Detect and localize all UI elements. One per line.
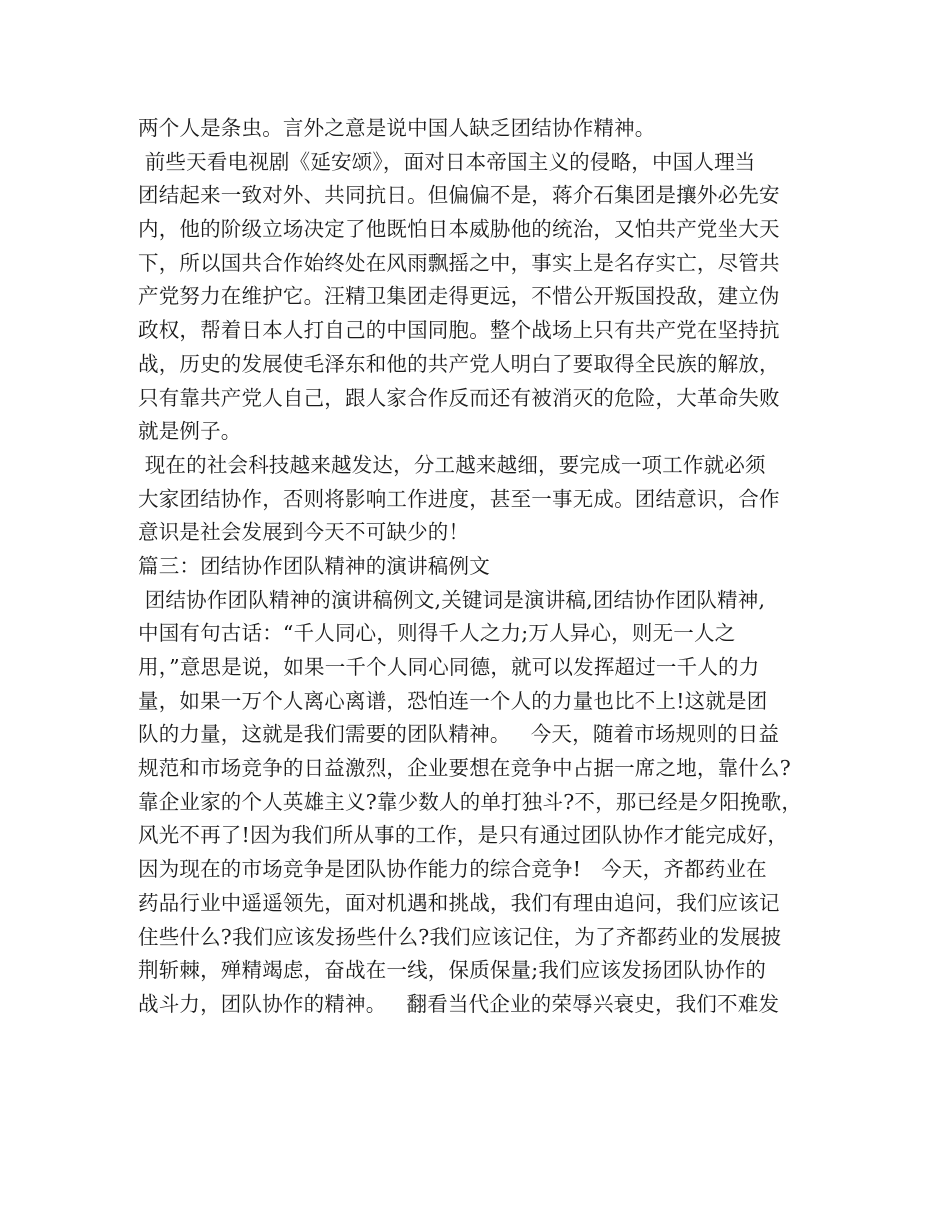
document-body xyxy=(138,112,828,1022)
text-line-2: 前些天看电视剧《延安颂》，面对日本帝国主义的侵略，中国人理当 xyxy=(138,149,756,174)
text-line-5: 下，所以国共合作始终处在风雨飘摇之中，事实上是名存实亡，尽管共 xyxy=(138,250,780,275)
text-line-26: 荆斩棘，殚精竭虑，奋战在一线，保质保量;我们应该发扬团队协作的 xyxy=(138,958,767,983)
text-line-27: 战斗力，团队协作的精神。 翻看当代企业的荣辱兴衰史，我们不难发 xyxy=(138,991,780,1016)
text-line-18: 量，如果一万个人离心离谱，恐怕连一个人的力量也比不上!这就是团 xyxy=(138,688,768,713)
text-line-6: 产党努力在维护它。汪精卫集团走得更远，不惜公开叛国投敌，建立伪 xyxy=(138,284,780,309)
text-line-25: 住些什么?我们应该发扬些什么?我们应该记住，为了齐都药业的发展披 xyxy=(138,924,782,949)
text-line-3: 团结起来一致对外、共同抗日。但偏偏不是，蒋介石集团是攘外必先安 xyxy=(138,183,780,208)
text-line-10: 就是例子。 xyxy=(138,419,242,444)
text-line-4: 内，他的阶级立场决定了他既怕日本威胁他的统治，又怕共产党坐大天 xyxy=(138,217,780,242)
text-line-8: 战，历史的发展使毛泽东和他的共产党人明白了要取得全民族的解放， xyxy=(138,351,780,376)
text-line-7: 政权，帮着日本人打自己的中国同胞。整个战场上只有共产党在坚持抗 xyxy=(138,318,780,343)
text-line-15: 团结协作团队精神的演讲稿例文,关键词是演讲稿,团结协作团队精神, xyxy=(138,587,766,612)
text-line-24: 药品行业中遥遥领先，面对机遇和挑战，我们有理由追问，我们应该记 xyxy=(138,890,780,915)
text-line-9: 只有靠共产党人自己，跟人家合作反而还有被消灭的危险，大革命失败 xyxy=(138,385,780,410)
text-line-11: 现在的社会科技越来越发达，分工越来越细，要完成一项工作就必须 xyxy=(138,452,766,477)
text-line-23: 因为现在的市场竞争是团队协作能力的综合竞争! 今天，齐都药业在 xyxy=(138,857,767,882)
text-line-13: 意识是社会发展到今天不可缺少的！ xyxy=(138,520,470,545)
section-heading: 篇三：团结协作团队精神的演讲稿例文 xyxy=(138,553,490,578)
text-line-19: 队的力量，这就是我们需要的团队精神。 今天，随着市场规则的日益 xyxy=(138,722,780,747)
text-line-1: 两个人是条虫。言外之意是说中国人缺乏团结协作精神。 xyxy=(138,116,656,140)
text-line-12: 大家团结协作，否则将影响工作进度，甚至一事无成。团结意识，合作 xyxy=(138,486,780,511)
text-line-22: 风光不再了!因为我们所从事的工作，是只有通过团队协作才能完成好， xyxy=(138,823,789,848)
text-line-16: 中国有句古话：“千人同心，则得千人之力;万人异心，则无一人之 xyxy=(138,621,736,646)
text-line-21: 靠企业家的个人英雄主义?靠少数人的单打独斗?不，那已经是夕阳挽歌， xyxy=(138,789,803,814)
text-line-20: 规范和市场竞争的日益激烈，企业要想在竞争中占据一席之地，靠什么? xyxy=(138,756,791,781)
text-line-17: 用，”意思是说，如果一千个人同心同德，就可以发挥超过一千人的力 xyxy=(138,655,760,679)
